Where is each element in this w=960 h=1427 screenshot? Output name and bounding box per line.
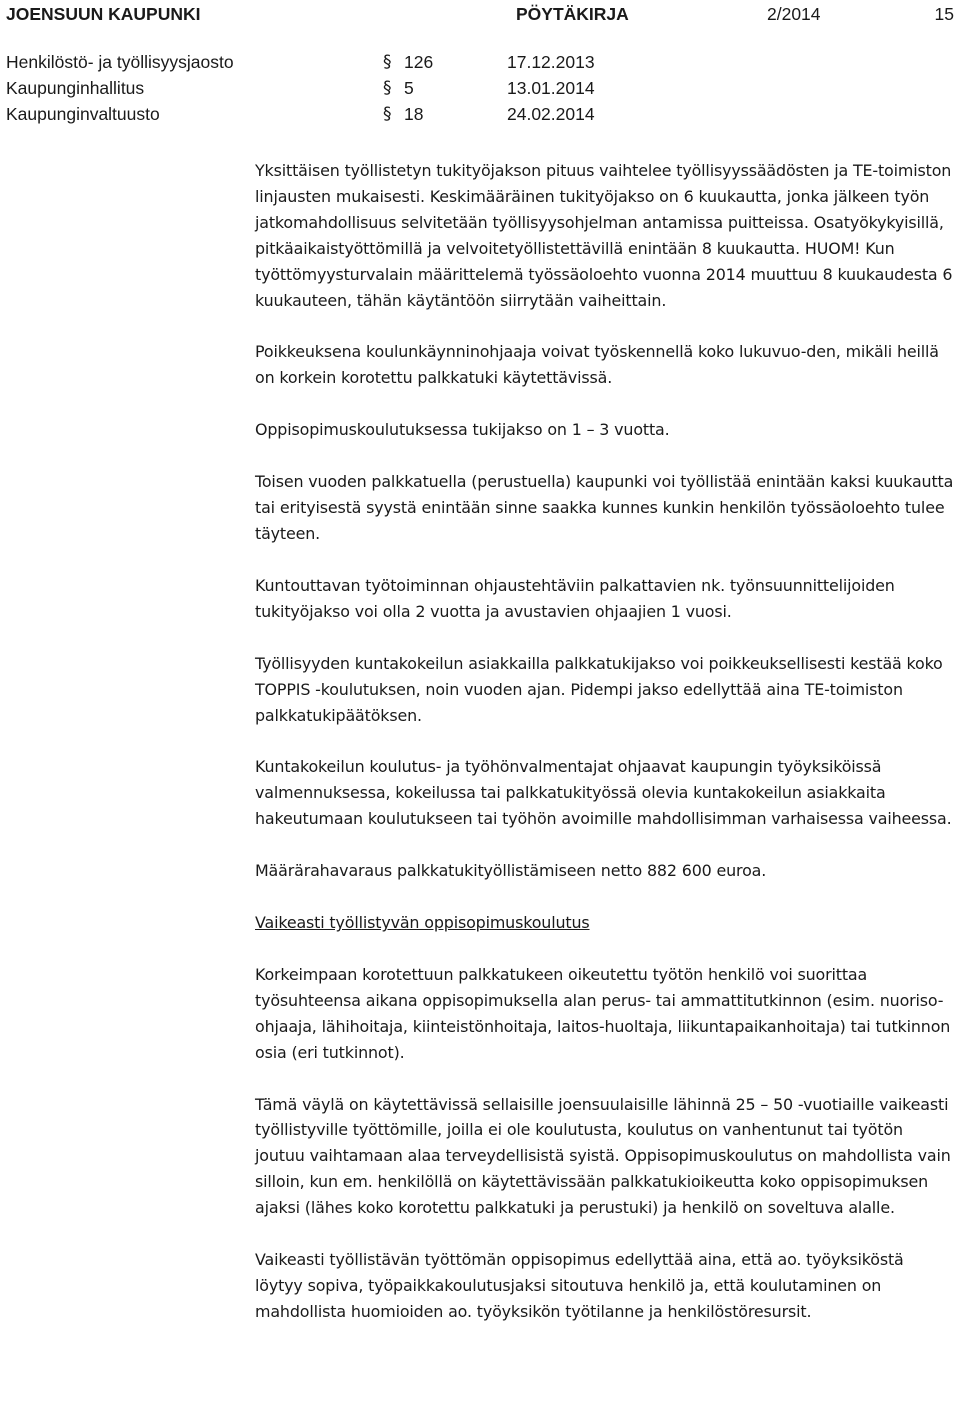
meeting-body: Kaupunginhallitus	[6, 78, 145, 98]
section-sign: §	[383, 52, 392, 72]
section-number: 126	[404, 52, 434, 72]
section-sign: §	[383, 104, 392, 124]
city-name: JOENSUUN KAUPUNKI	[6, 4, 201, 24]
section-paragraph: Korkeimpaan korotettuun palkkatukeen oikeutettu työtön henkilö voi suorittaa työsuhteensa aikana oppisopimuksella alan perus- tai ammattitutkinnon (esim. nuoriso-ohjaaja, lähihoitaja, kiinteistönhoitaja, laitos-huoltaja, liikuntapaikanhoitaja) tai tutkinnon osia (eri tutkinnot).	[255, 964, 951, 1062]
meeting-row	[6, 104, 706, 130]
body-paragraph: Oppisopimuskoulutuksessa tukijakso on 1 – 3 vuotta.	[255, 420, 670, 440]
section-heading: Vaikeasti työllistyvän oppisopimuskoulutus	[255, 913, 590, 933]
body-paragraph: Määrärahavaraus palkkatukityöllistämiseen netto 882 600 euroa.	[255, 861, 767, 881]
section-paragraph: Vaikeasti työllistävän työttömän oppisopimus edellyttää aina, että ao. työyksiköstä löytyy sopiva, työpaikkakoulutusjaksi sitoutuva henkilö ja, että koulutaminen on mahdollista huomioiden ao. työyksikön työtilanne ja henkilöstöresursit.	[255, 1250, 904, 1321]
body-paragraph: Poikkeuksena koulunkäynninohjaaja voivat työskennellä koko lukuvuo-den, mikäli heillä on korkein korotettu palkkatuki käytettävissä.	[255, 342, 939, 388]
meeting-date: 24.02.2014	[507, 104, 595, 124]
meeting-date: 17.12.2013	[507, 52, 595, 72]
body-paragraph: Työllisyyden kuntakokeilun asiakkailla palkkatukijakso voi poikkeuksellisesti kestää koko TOPPIS -koulutuksen, noin vuoden ajan. Pidempi jakso edellyttää aina TE-toimiston palkkatukipäätöksen.	[255, 653, 943, 725]
meeting-row	[6, 78, 706, 104]
body-paragraph: Kuntakokeilun koulutus- ja työhönvalmentajat ohjaavat kaupungin työyksiköissä valmennuksessa, kokeilussa tai palkkatukityössä olevia kuntakokeilun asiakkaita hakeutumaan koulutukseen tai työhön avoimille mahdollisimman varhaisessa vaiheessa.	[255, 757, 952, 829]
meeting-body: Henkilöstö- ja työllisyysjaosto	[6, 52, 234, 72]
section-sign: §	[383, 78, 392, 98]
document-header	[6, 2, 954, 28]
meeting-body: Kaupunginvaltuusto	[6, 104, 160, 124]
section-number: 5	[404, 78, 414, 98]
meeting-references	[6, 52, 706, 130]
page-number: 15	[934, 4, 954, 24]
section-paragraph: Tämä väylä on käytettävissä sellaisille joensuulaisille lähinnä 25 – 50 -vuotiaille vaikeasti työllistyville työttömille, joilla ei ole koulutusta, koulutus on vanhentunut tai työtön joutuu vaihtamaan alaa terveydellisistä syistä. Oppisopimuskoulutus on mahdollista vain silloin, kun em. henkilöllä on käytettävissään palkkatukioikeutta koko oppisopimuksen ajaksi (lähes koko korotettu palkkatuki ja perustuki) ja henkilö on soveltuva alalle.	[255, 1094, 951, 1218]
section-number: 18	[404, 104, 424, 124]
document-body	[255, 158, 955, 1351]
body-paragraph: Yksittäisen työllistetyn tukityöjakson pituus vaihtelee työllisyyssäädösten ja TE-toimiston linjausten mukaisesti. Keskimääräinen tukityöjakso on 6 kuukautta, jonka jälkeen työn jatkomahdollisuus selvitetään työllisyysohjelman antamissa puitteissa. Osatyökykyisillä, pitkäaikaistyöttömillä ja velvoitetyöllistettävillä enintään 8 kuukautta. HUOM! Kun työttömyysturvalain määrittelemä työssäoloehto vuonna 2014 muuttuu 8 kuukaudesta 6 kuukauteen, tähän käytäntöön siirrytään vaiheittain.	[255, 161, 953, 310]
meeting-date: 13.01.2014	[507, 78, 595, 98]
document-type: PÖYTÄKIRJA	[516, 4, 629, 24]
meeting-row	[6, 52, 706, 78]
body-paragraph: Toisen vuoden palkkatuella (perustuella) kaupunki voi työllistää enintään kaksi kuukautta tai erityisestä syystä enintään sinne saakka kunnes kunkin henkilön työssäoloehto tulee täyteen.	[255, 472, 954, 543]
document-number: 2/2014	[767, 4, 821, 24]
body-paragraph: Kuntouttavan työtoiminnan ohjaustehtäviin palkattavien nk. työnsuunnittelijoiden tukityöjakso voi olla 2 vuotta ja avustavien ohjaajien 1 vuosi.	[255, 575, 895, 621]
